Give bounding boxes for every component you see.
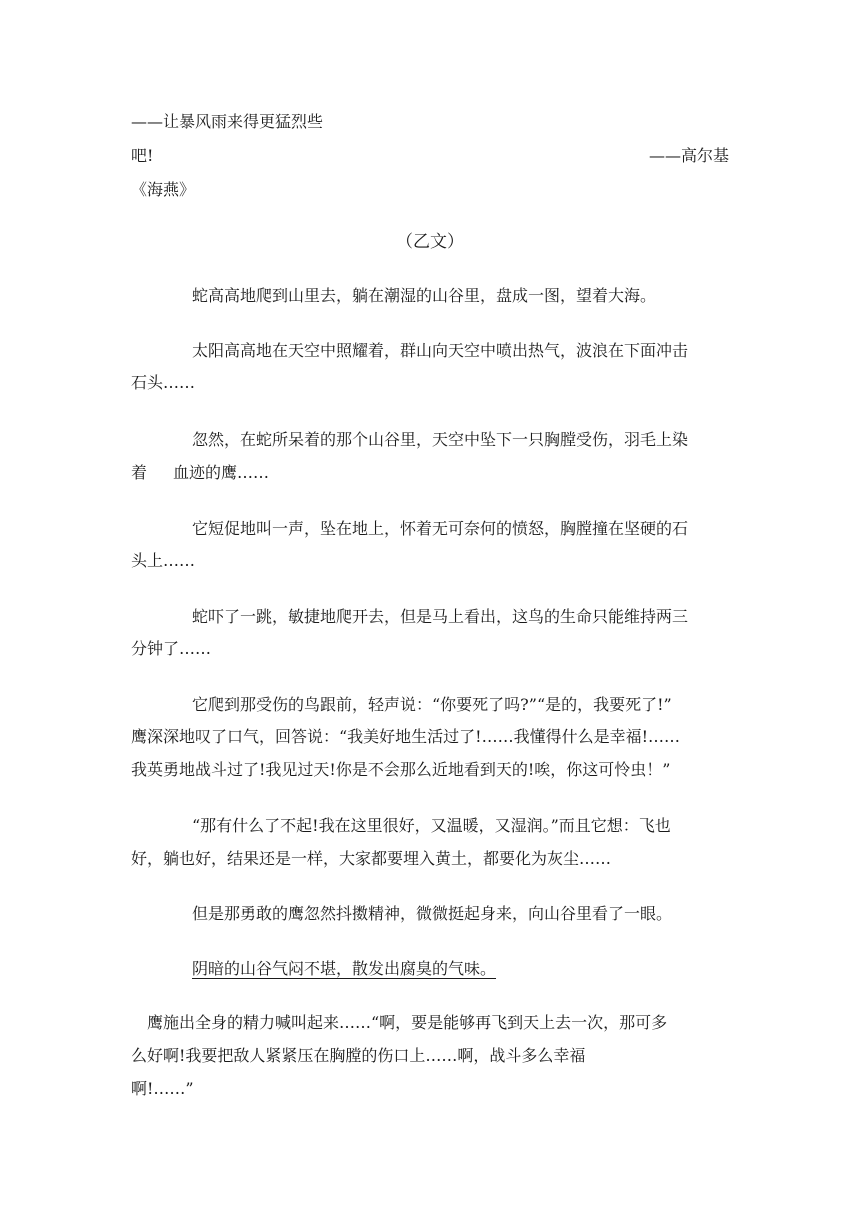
paragraph-3-line-1: 忽然，在蛇所呆着的那个山谷里，天空中坠下一只胸膛受伤，羽毛上染	[192, 430, 689, 449]
paragraph-2-line-1: 太阳高高地在天空中照耀着，群山向天空中喷出热气，波浪在下面冲击	[192, 341, 689, 360]
paragraph-7-line-1: “那有什么了不起!我在这里很好，又温暖，又湿润。”而且它想：飞也	[192, 816, 671, 835]
paragraph-3-line-2-part-2: 血迹的鹰……	[173, 463, 270, 482]
paragraph-5-line-1: 蛇吓了一跳，敏捷地爬开去，但是马上看出，这鸟的生命只能维持两三	[192, 607, 689, 626]
epigraph-line-1: ——让暴风雨来得更猛烈些	[131, 112, 324, 131]
paragraph-6-line-3: 我英勇地战斗过了!我见过天!你是不会那么近地看到天的!唉，你这可怜虫！”	[131, 760, 671, 779]
paragraph-4-line-1: 它短促地叫一声，坠在地上，怀着无可奈何的愤怒，胸膛撞在坚硬的石	[192, 519, 689, 538]
paragraph-10-line-2: 么好啊!我要把敌人紧紧压在胸膛的伤口上……啊，战斗多么幸福	[131, 1046, 586, 1065]
paragraph-10-line-1: 鹰施出全身的精力喊叫起来……“啊，要是能够再飞到天上去一次，那可多	[147, 1013, 668, 1032]
paragraph-6-line-1: 它爬到那受伤的鸟跟前，轻声说：“你要死了吗?”“是的，我要死了!”	[192, 695, 672, 714]
paragraph-9-wrap	[192, 959, 729, 979]
section-title: （乙文）	[396, 232, 464, 252]
paragraph-1: 蛇高高地爬到山里去，躺在潮湿的山谷里，盘成一图，望着大海。	[192, 286, 657, 305]
epigraph-source: 《海燕》	[131, 180, 196, 199]
epigraph-attribution: ——高尔基	[648, 146, 729, 165]
epigraph-line-2-text: 吧!	[131, 146, 154, 165]
paragraph-4-line-2: 头上……	[131, 551, 196, 570]
paragraph-5-line-2: 分钟了……	[131, 639, 212, 658]
paragraph-6-line-2: 鹰深深地叹了口气，回答说：“我美好地生活过了!……我懂得什么是幸福!……	[131, 727, 681, 746]
epigraph-line-2	[131, 146, 729, 166]
paragraph-10-line-3: 啊!……”	[131, 1079, 194, 1098]
paragraph-9-underlined: 阴暗的山谷气闷不堪，散发出腐臭的气味。	[192, 959, 497, 978]
paragraph-3-line-2	[131, 463, 729, 483]
paragraph-7-line-2: 好，躺也好，结果还是一样，大家都要埋入黄土，都要化为灰尘……	[131, 849, 612, 868]
paragraph-8: 但是那勇敢的鹰忽然抖擞精神，微微挺起身来，向山谷里看了一眼。	[192, 904, 673, 923]
paragraph-3-line-2-part-1: 着	[131, 463, 148, 482]
paragraph-2-line-2: 石头……	[131, 373, 196, 392]
